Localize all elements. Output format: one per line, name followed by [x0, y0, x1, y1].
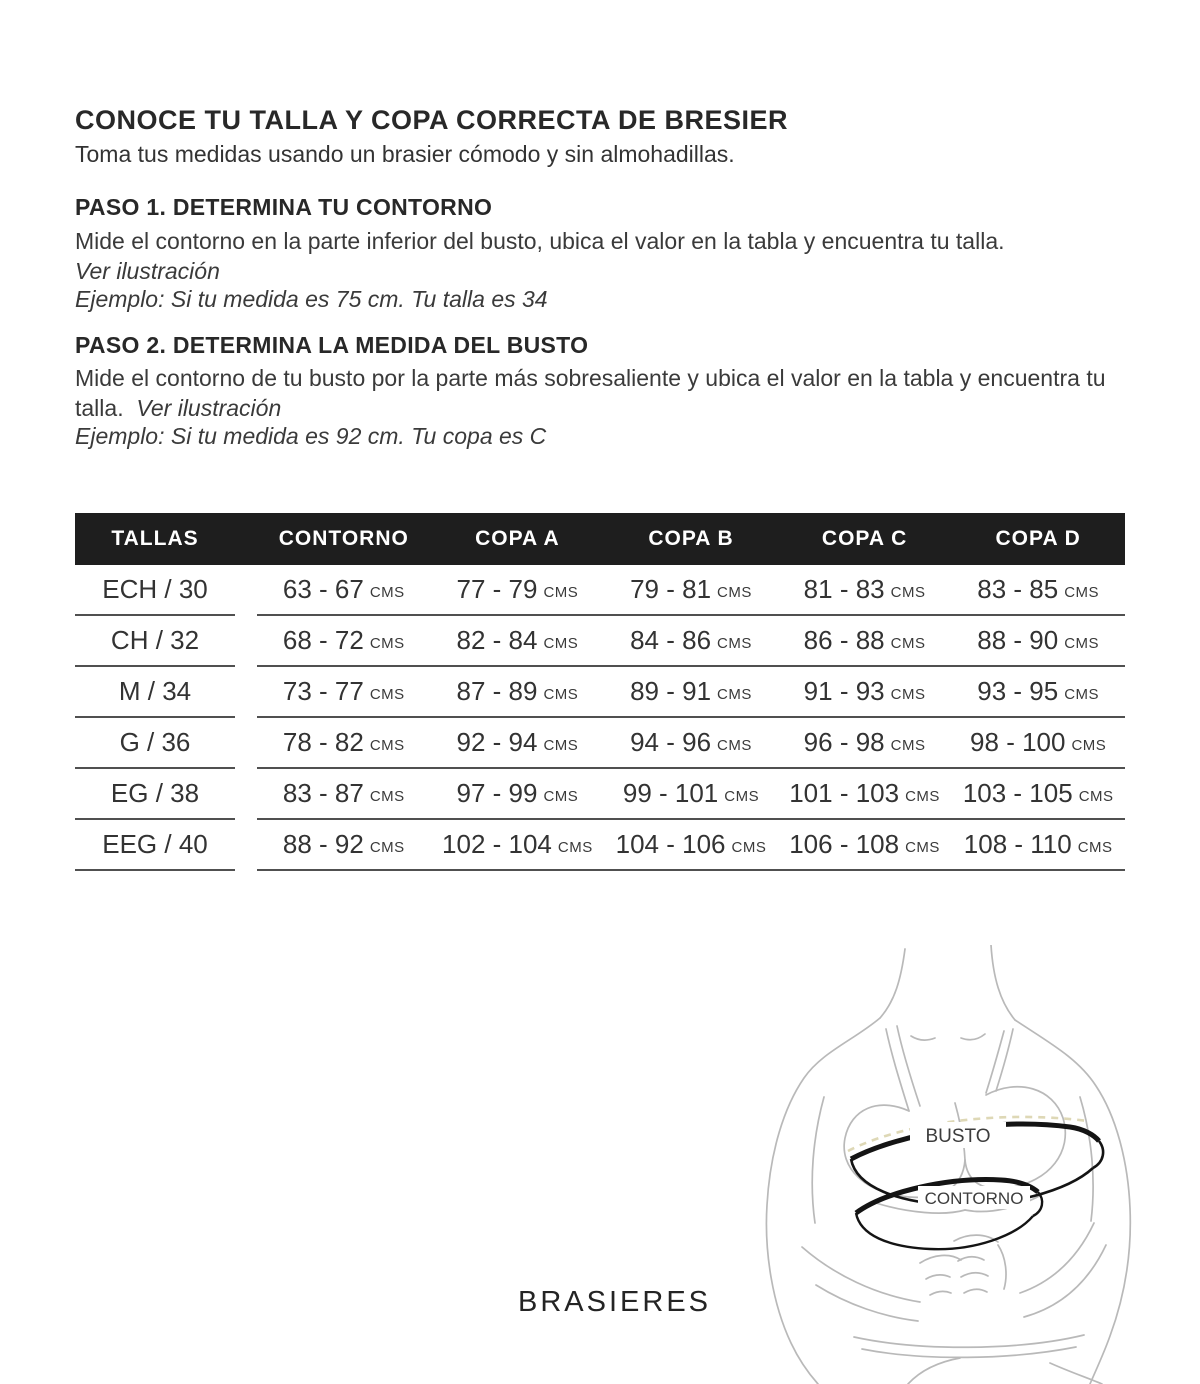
step2-body — [75, 363, 1135, 423]
unit-label: CMS — [543, 635, 579, 652]
column-header: COPA C — [821, 527, 908, 550]
unit-label: CMS — [717, 686, 752, 703]
measurement-range: 89 - 91 — [630, 676, 712, 706]
column-header: COPA B — [648, 527, 734, 550]
measurement-range: 86 - 88 — [803, 625, 885, 655]
table-row — [75, 769, 1125, 820]
measurement-cell — [257, 820, 431, 869]
measurement-range: 82 - 84 — [456, 625, 538, 655]
measurement-cell — [778, 769, 952, 818]
column-header: CONTORNO — [278, 527, 409, 550]
unit-label: CMS — [1064, 686, 1100, 703]
talla-cell: EEG / 40 — [75, 820, 235, 871]
table-row — [75, 565, 1125, 616]
measurement-range: 97 - 99 — [456, 778, 538, 808]
unit-label: CMS — [1077, 839, 1113, 856]
measurement-cell — [778, 616, 952, 665]
category-label: BRASIERES — [518, 1286, 711, 1318]
unit-label: CMS — [717, 584, 752, 601]
unit-label: CMS — [369, 635, 405, 652]
measurement-cell — [257, 616, 431, 665]
talla-cell: CH / 32 — [75, 616, 235, 667]
measurement-cell — [431, 565, 605, 614]
unit-label: CMS — [905, 788, 940, 805]
row-values — [257, 718, 1125, 769]
measurement-range: 68 - 72 — [282, 625, 364, 655]
talla-cell: G / 36 — [75, 718, 235, 769]
row-values — [257, 820, 1125, 871]
measurement-cell — [951, 820, 1125, 869]
unit-label: CMS — [890, 686, 926, 703]
unit-label: CMS — [369, 839, 405, 856]
unit-label: CMS — [731, 839, 767, 856]
measurement-cell — [604, 820, 778, 869]
measurement-cell — [431, 820, 605, 869]
measurement-cell — [257, 718, 431, 767]
header-measure-columns — [257, 527, 1125, 551]
step2-body-text: Mide el contorno de tu busto por la parte más sobresaliente y ubica el valor en la tabla y encuentra tu talla. — [75, 365, 1106, 421]
measurement-cell — [257, 769, 431, 818]
measurement-range: 99 - 101 — [622, 778, 719, 808]
measurement-range: 101 - 103 — [789, 778, 900, 808]
row-values — [257, 769, 1125, 820]
measurement-range: 93 - 95 — [977, 676, 1059, 706]
table-row — [75, 667, 1125, 718]
measurement-range: 88 - 90 — [977, 625, 1059, 655]
measurement-range: 81 - 83 — [803, 574, 885, 604]
unit-label: CMS — [890, 635, 926, 652]
step1-see-illustration-link: Ver ilustración — [75, 258, 220, 284]
talla-cell: ECH / 30 — [75, 565, 235, 616]
measurement-cell — [604, 769, 778, 818]
measurement-range: 96 - 98 — [803, 727, 885, 757]
measurement-range: 78 - 82 — [282, 727, 364, 757]
measurement-cell — [257, 667, 431, 716]
measurement-cell — [604, 667, 778, 716]
measurement-range: 83 - 85 — [977, 574, 1059, 604]
size-table-header — [75, 513, 1125, 565]
unit-label: CMS — [543, 788, 579, 805]
measurement-range: 94 - 96 — [630, 727, 712, 757]
measurement-range: 102 - 104 — [442, 829, 552, 859]
size-table-body — [75, 565, 1125, 871]
unit-label: CMS — [1064, 584, 1100, 601]
unit-label: CMS — [543, 584, 579, 601]
measurement-cell — [778, 820, 952, 869]
measurement-cell — [951, 769, 1125, 818]
measurement-cell — [257, 565, 431, 614]
table-row — [75, 616, 1125, 667]
measurement-cell — [951, 565, 1125, 614]
measurement-range: 83 - 87 — [282, 778, 364, 808]
measurement-cell — [431, 667, 605, 716]
measurement-cell — [431, 616, 605, 665]
table-row — [75, 718, 1125, 769]
measurement-range: 98 - 100 — [970, 727, 1066, 757]
row-values — [257, 667, 1125, 718]
busto-label: BUSTO — [925, 1126, 991, 1147]
measurement-cell — [431, 718, 605, 767]
unit-label: CMS — [717, 737, 752, 754]
measurement-range: 88 - 92 — [282, 829, 364, 859]
measurement-range: 79 - 81 — [630, 574, 712, 604]
talla-cell: EG / 38 — [75, 769, 235, 820]
unit-label: CMS — [543, 686, 579, 703]
measurement-range: 104 - 106 — [615, 829, 726, 859]
torso-figure-drawing — [758, 945, 1200, 1384]
measurement-cell — [604, 718, 778, 767]
measurement-cell — [951, 718, 1125, 767]
unit-label: CMS — [717, 635, 752, 652]
column-header: COPA A — [475, 527, 560, 550]
row-values — [257, 616, 1125, 667]
step2-example: Ejemplo: Si tu medida es 92 cm. Tu copa es C — [75, 423, 547, 449]
measurement-range: 91 - 93 — [803, 676, 885, 706]
measurement-cell — [951, 667, 1125, 716]
measurement-range: 108 - 110 — [963, 829, 1072, 859]
unit-label: CMS — [890, 584, 926, 601]
unit-label: CMS — [724, 788, 760, 805]
measurement-range: 103 - 105 — [962, 778, 1073, 808]
measurement-illustration — [758, 945, 1200, 1384]
unit-label: CMS — [557, 839, 593, 856]
page-title: CONOCE TU TALLA Y COPA CORRECTA DE BRESIER — [75, 105, 789, 135]
measurement-cell — [604, 565, 778, 614]
measurement-cell — [431, 769, 605, 818]
measurement-range: 92 - 94 — [456, 727, 538, 757]
column-header: COPA D — [995, 527, 1081, 550]
step2-see-illustration-link: Ver ilustración — [136, 395, 282, 421]
measurement-cell — [604, 616, 778, 665]
row-values — [257, 565, 1125, 616]
unit-label: CMS — [905, 839, 940, 856]
measurement-range: 87 - 89 — [456, 676, 538, 706]
measurement-range: 73 - 77 — [282, 676, 364, 706]
page-subtitle: Toma tus medidas usando un brasier cómodo y sin almohadillas. — [75, 141, 735, 167]
size-table — [75, 513, 1125, 871]
step1-example: Ejemplo: Si tu medida es 75 cm. Tu talla es 34 — [75, 286, 548, 312]
unit-label: CMS — [543, 737, 579, 754]
unit-label: CMS — [369, 788, 405, 805]
column-header: TALLAS — [111, 527, 199, 550]
step1-heading: PASO 1. DETERMINA TU CONTORNO — [75, 194, 493, 220]
figure-outline — [766, 945, 1130, 1384]
measurement-cell — [778, 667, 952, 716]
talla-cell: M / 34 — [75, 667, 235, 718]
step1-body: Mide el contorno en la parte inferior del busto, ubica el valor en la tabla y encuentra tu talla. — [75, 228, 1005, 254]
measurement-range: 77 - 79 — [456, 574, 538, 604]
unit-label: CMS — [369, 584, 405, 601]
table-row — [75, 820, 1125, 871]
unit-label: CMS — [1078, 788, 1114, 805]
contorno-label: CONTORNO — [924, 1189, 1024, 1208]
measurement-cell — [778, 565, 952, 614]
unit-label: CMS — [1064, 635, 1100, 652]
measurement-range: 63 - 67 — [282, 574, 364, 604]
unit-label: CMS — [890, 737, 926, 754]
step2-heading: PASO 2. DETERMINA LA MEDIDA DEL BUSTO — [75, 332, 589, 358]
measurement-range: 84 - 86 — [630, 625, 712, 655]
measurement-cell — [778, 718, 952, 767]
measurement-range: 106 - 108 — [789, 829, 900, 859]
unit-label: CMS — [369, 737, 405, 754]
unit-label: CMS — [369, 686, 405, 703]
unit-label: CMS — [1071, 737, 1107, 754]
measurement-cell — [951, 616, 1125, 665]
